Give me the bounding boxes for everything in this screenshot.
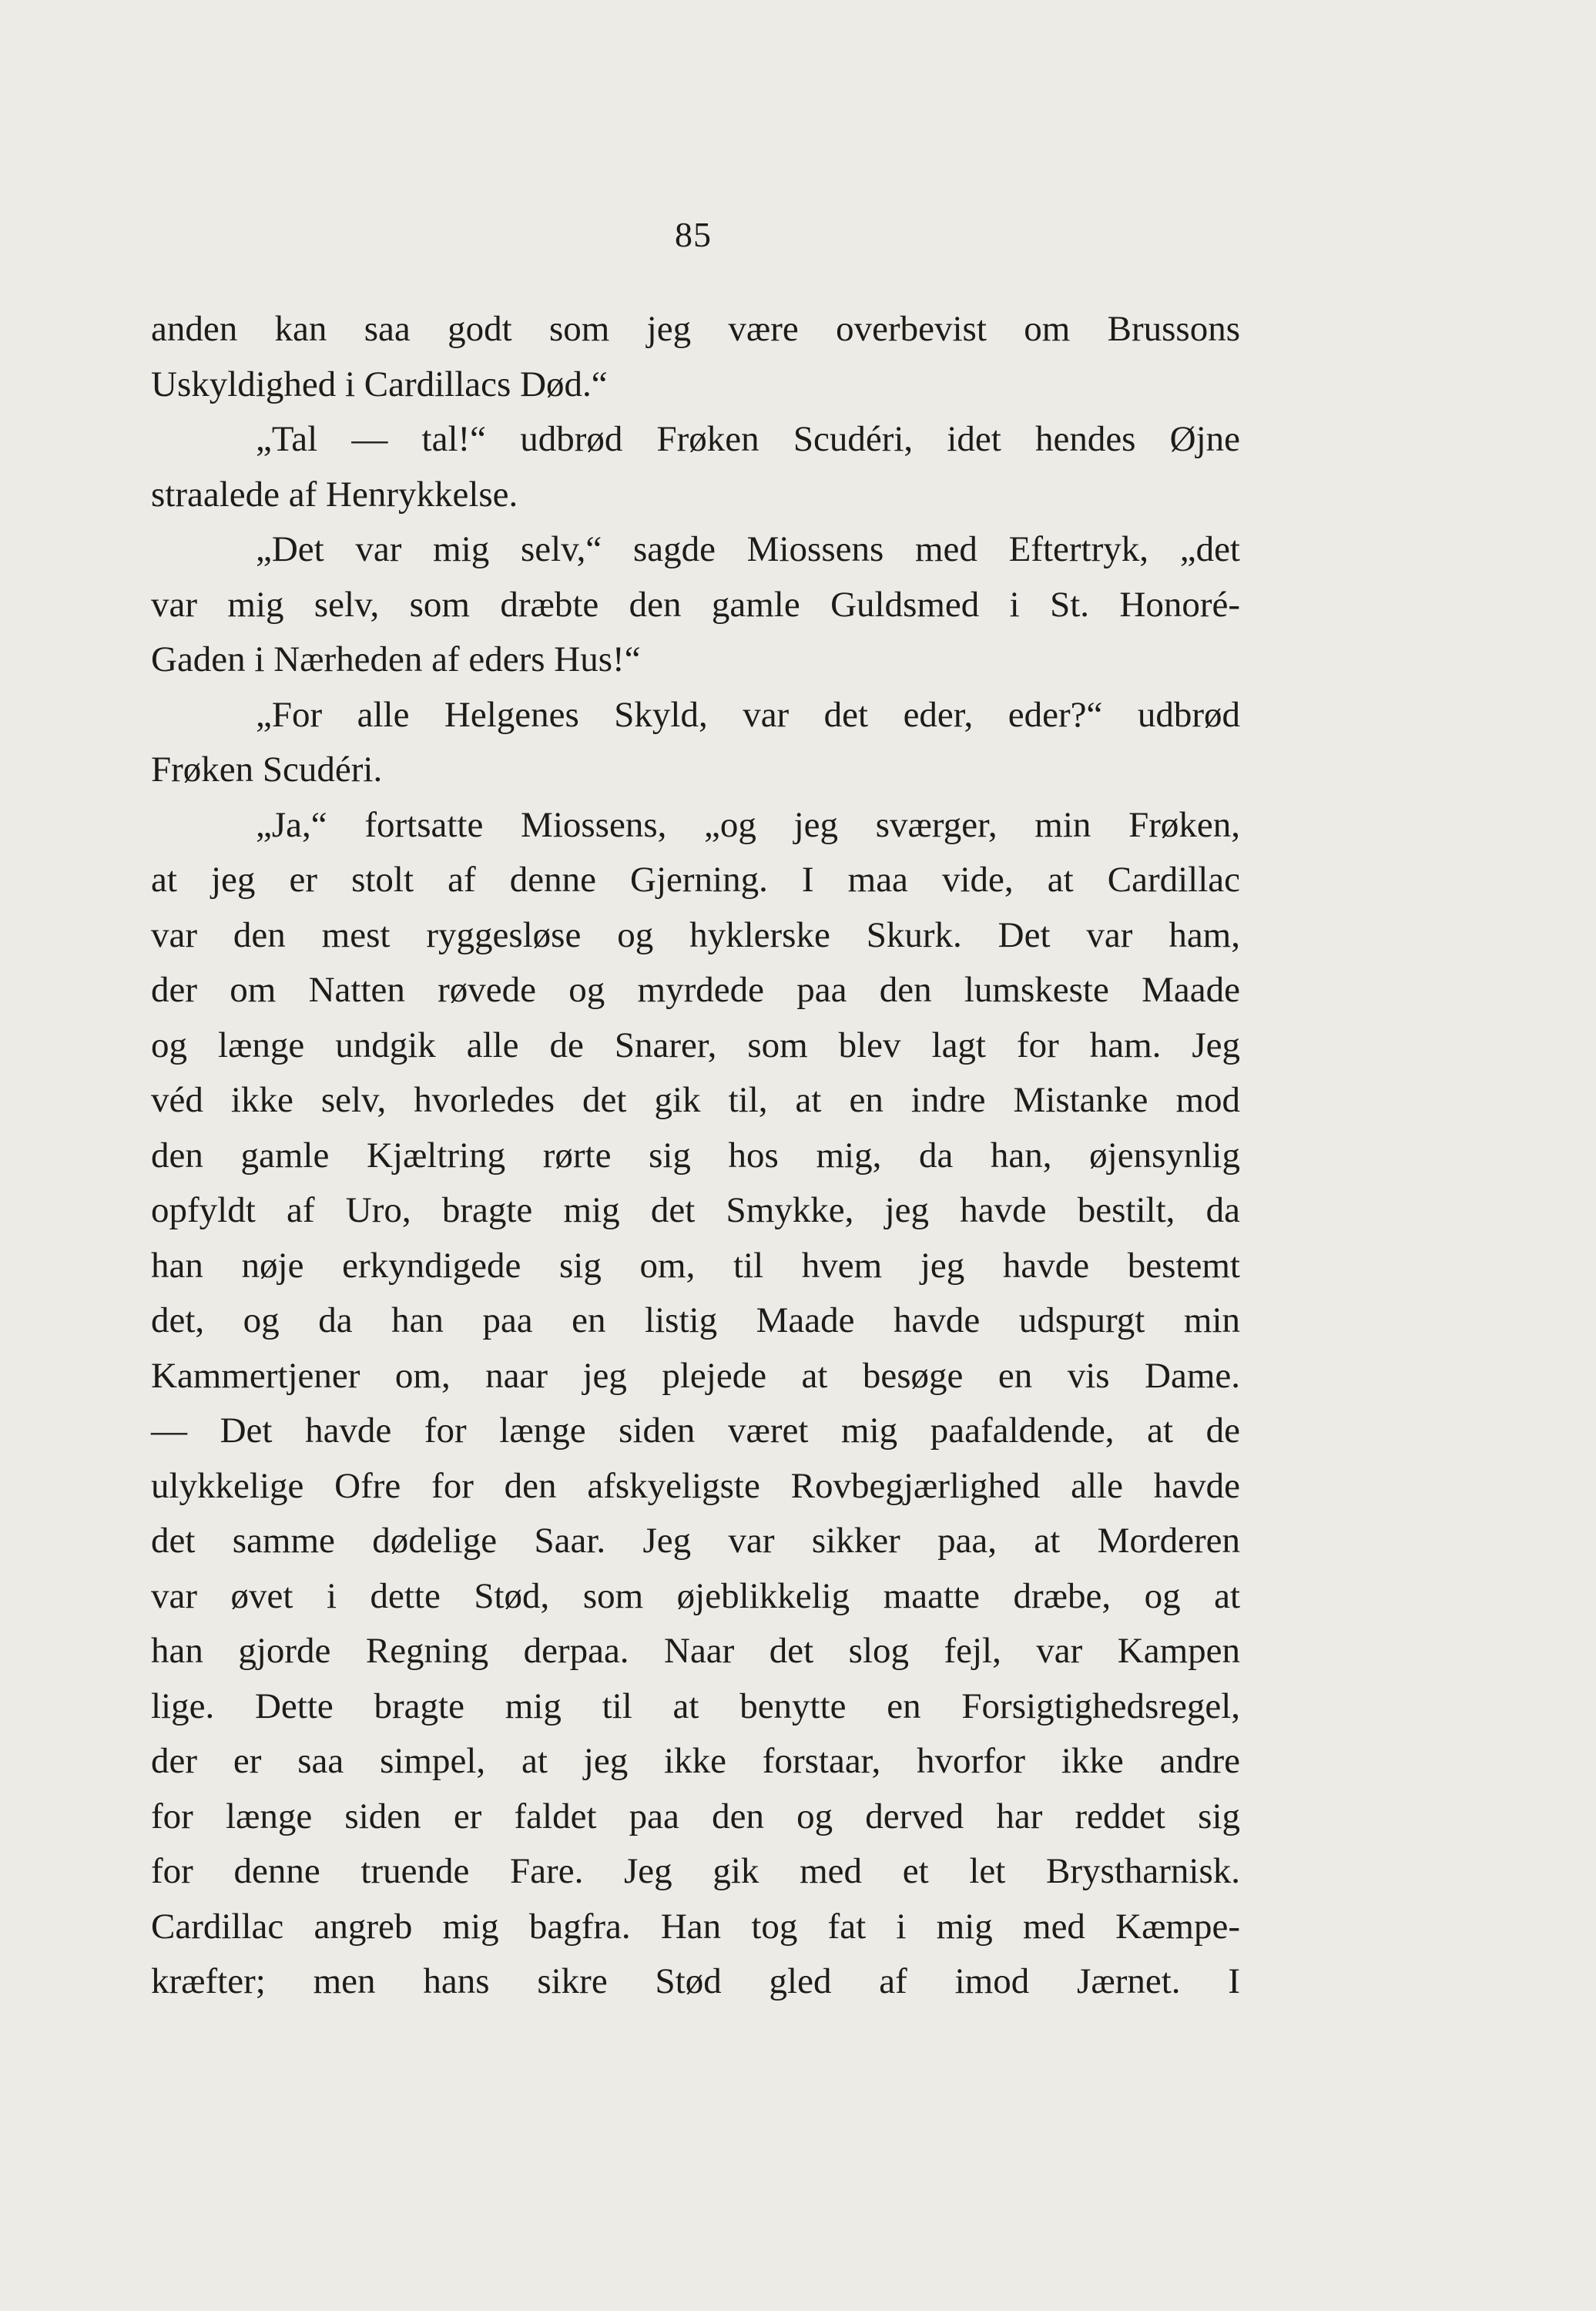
- text-line: opfyldt af Uro, bragte mig det Smykke, jeg havde bestilt, da: [151, 1190, 1240, 1230]
- text-line: ulykkelige Ofre for den afskyeligste Rovbegjærlighed alle havde: [151, 1465, 1240, 1506]
- text-line: for denne truende Fare. Jeg gik med et let Brystharnisk.: [151, 1851, 1240, 1891]
- text-line: var mig selv, som dræbte den gamle Guldsmed i St. Honoré-: [151, 584, 1240, 625]
- text-line: anden kan saa godt som jeg være overbevist om Brussons: [151, 309, 1240, 349]
- text-line: „Ja,“ fortsatte Miossens, „og jeg sværger, min Frøken,: [256, 804, 1240, 845]
- text-line: var den mest ryggesløse og hyklerske Skurk. Det var ham,: [151, 914, 1240, 955]
- page-number: 85: [675, 215, 712, 254]
- body-text: [151, 302, 1240, 2010]
- text-line: det samme dødelige Saar. Jeg var sikker paa, at Morderen: [151, 1521, 1240, 1561]
- text-line: han nøje erkyndigede sig om, til hvem jeg havde bestemt: [151, 1245, 1240, 1286]
- text-line: lige. Dette bragte mig til at benytte en Forsigtighedsregel,: [151, 1685, 1240, 1726]
- text-line: Kammertjener om, naar jeg plejede at besøge en vis Dame.: [151, 1355, 1240, 1396]
- text-line: der om Natten røvede og myrdede paa den lumskeste Maade: [151, 970, 1240, 1010]
- text-line: kræfter; men hans sikre Stød gled af imod Jærnet. I: [151, 1961, 1240, 2001]
- text-line: „Tal — tal!“ udbrød Frøken Scudéri, idet hendes Øjne: [256, 419, 1240, 459]
- text-line: straalede af Henrykkelse.: [151, 474, 518, 515]
- text-line: det, og da han paa en listig Maade havde udspurgt min: [151, 1300, 1240, 1340]
- text-line: der er saa simpel, at jeg ikke forstaar, hvorfor ikke andre: [151, 1741, 1240, 1781]
- text-line: Cardillac angreb mig bagfra. Han tog fat i mig med Kæmpe-: [151, 1906, 1240, 1947]
- text-line: véd ikke selv, hvorledes det gik til, at en indre Mistanke mod: [151, 1080, 1240, 1120]
- text-line: Frøken Scudéri.: [151, 750, 383, 790]
- text-line: „For alle Helgenes Skyld, var det eder, eder?“ udbrød: [256, 694, 1240, 735]
- text-line: Uskyldighed i Cardillacs Død.“: [151, 364, 608, 404]
- text-line: at jeg er stolt af denne Gjerning. I maa vide, at Cardillac: [151, 860, 1240, 900]
- text-line: for længe siden er faldet paa den og derved har reddet sig: [151, 1796, 1240, 1836]
- text-line: Gaden i Nærheden af eders Hus!“: [151, 639, 641, 679]
- text-line: han gjorde Regning derpaa. Naar det slog fejl, var Kampen: [151, 1631, 1240, 1671]
- text-line: og længe undgik alle de Snarer, som blev lagt for ham. Jeg: [151, 1025, 1240, 1065]
- text-line: den gamle Kjæltring rørte sig hos mig, da han, øjensynlig: [151, 1135, 1240, 1176]
- text-line: „Det var mig selv,“ sagde Miossens med Eftertryk, „det: [256, 529, 1240, 569]
- text-line: var øvet i dette Stød, som øjeblikkelig maatte dræbe, og at: [151, 1575, 1240, 1616]
- text-line: — Det havde for længe siden været mig paafaldende, at de: [151, 1410, 1240, 1451]
